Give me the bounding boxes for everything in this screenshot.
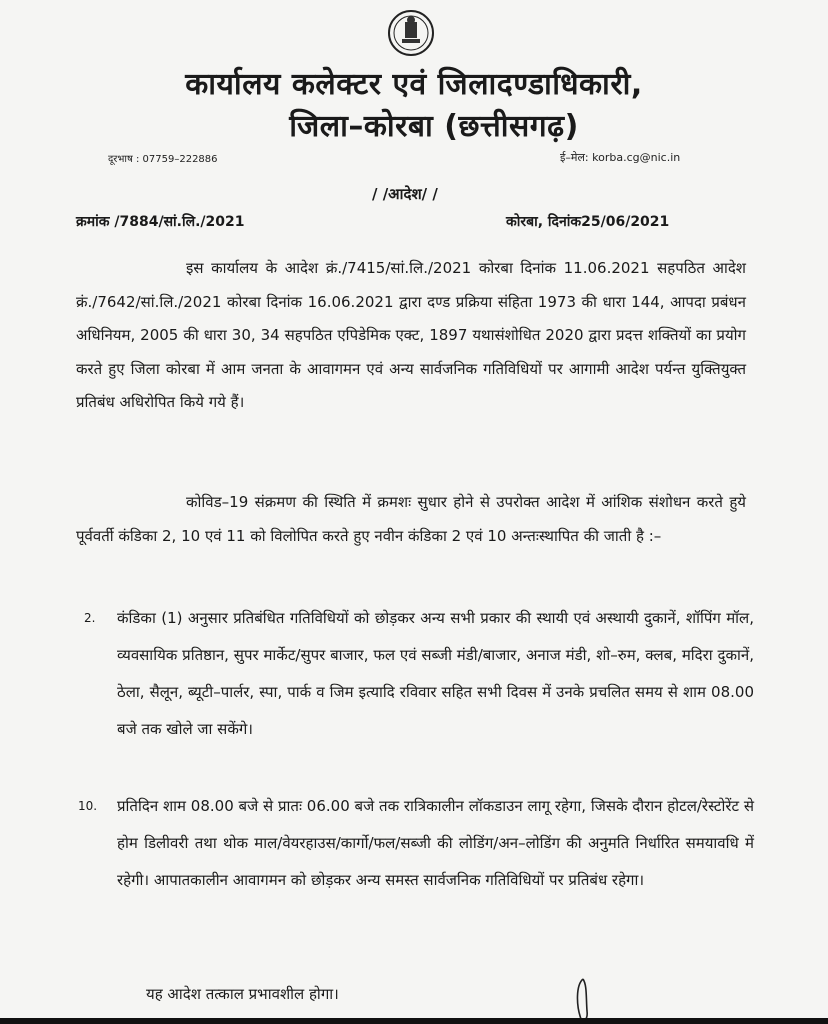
item-text: कंडिका (1) अनुसार प्रतिबंधित गतिविधियों को छोड़कर अन्य सभी प्रकार की स्थायी एवं अस्थायी दुकानें, शॉपिंग मॉल, व्यवसायिक प्रतिष्ठान, सुपर मार्केट/सुपर बाजार, फल एवं सब्जी मंडी/बाजार, अनाज मंडी, शो–रुम, क्लब, मदिरा दुकानें, ठेला, सैलून, ब्यूटी–पार्लर, स्पा, पार्क व जिम इत्यादि रविवार सहित सभी दिवस में उनके प्रचलित समय से शाम 08.00 बजे तक खोले जा सकेंगे। xyxy=(117,609,754,738)
office-title-line1: कार्यालय कलेक्टर एवं जिलादण्डाधिकारी, xyxy=(185,67,643,102)
bottom-edge xyxy=(0,1018,828,1024)
item-text: प्रतिदिन शाम 08.00 बजे से प्रातः 06.00 बजे तक रात्रिकालीन लॉकडाउन लागू रहेगा, जिसके दौरान होटल/रेस्टोरेंट से होम डिलीवरी तथा थोक माल/वेयरहाउस/कार्गो/फल/सब्जी की लोडिंग/अन–लोडिंग की अनुमति निर्धारित समयावधि में रहेगी। आपातकालीन आवागमन को छोड़कर अन्य समस्त सार्वजनिक गतिविधियों पर प्रतिबंध रहेगा। xyxy=(117,797,754,889)
item-number: 2. xyxy=(84,611,96,625)
email-address: ई–मेल: korba.cg@nic.in xyxy=(560,151,681,164)
phone-number: दूरभाष : 07759–222886 xyxy=(108,154,218,165)
list-item xyxy=(78,788,754,899)
item-number: 10. xyxy=(78,799,98,813)
order-heading: / /आदेश/ / xyxy=(372,185,438,203)
order-number: क्रमांक /7884/सां.लि./2021 xyxy=(76,214,245,230)
closing-line: यह आदेश तत्काल प्रभावशील होगा। xyxy=(146,985,339,1003)
signature-mark xyxy=(572,975,594,1024)
paragraph-1 xyxy=(76,252,746,420)
state-emblem-icon xyxy=(386,8,436,58)
order-place-date: कोरबा, दिनांक25/06/2021 xyxy=(506,214,670,230)
paragraph-1-text: इस कार्यालय के आदेश क्रं./7415/सां.लि./2021 कोरबा दिनांक 11.06.2021 सहपठित आदेश क्रं./7642/सां.लि./2021 कोरबा दिनांक 16.06.2021 द्वारा दण्ड प्रक्रिया संहिता 1973 की धारा 144, आपदा प्रबंधन अधिनियम, 2005 की धारा 30, 34 सहपठित एपिडेमिक एक्ट, 1897 यथासंशोधित 2020 द्वारा प्रदत्त शक्तियों का प्रयोग करते हुए जिला कोरबा में आम जनता के आवागमन एवं अन्य सार्वजनिक गतिविधियों पर आगामी आदेश पर्यन्त युक्तियुक्त प्रतिबंध अधिरोपित किये गये हैं। xyxy=(76,259,746,411)
paragraph-2-text: कोविड–19 संक्रमण की स्थिति में क्रमशः सुधार होने से उपरोक्त आदेश में आंशिक संशोधन करते हुये पूर्ववर्ती कंडिका 2, 10 एवं 11 को विलोपित करते हुए नवीन कंडिका 2 एवं 10 अन्तःस्थापित की जाती है :– xyxy=(76,493,746,545)
paragraph-2 xyxy=(76,486,746,553)
office-title-line2: जिला–कोरबा (छत्तीसगढ़) xyxy=(289,109,579,144)
list-item xyxy=(84,600,754,748)
